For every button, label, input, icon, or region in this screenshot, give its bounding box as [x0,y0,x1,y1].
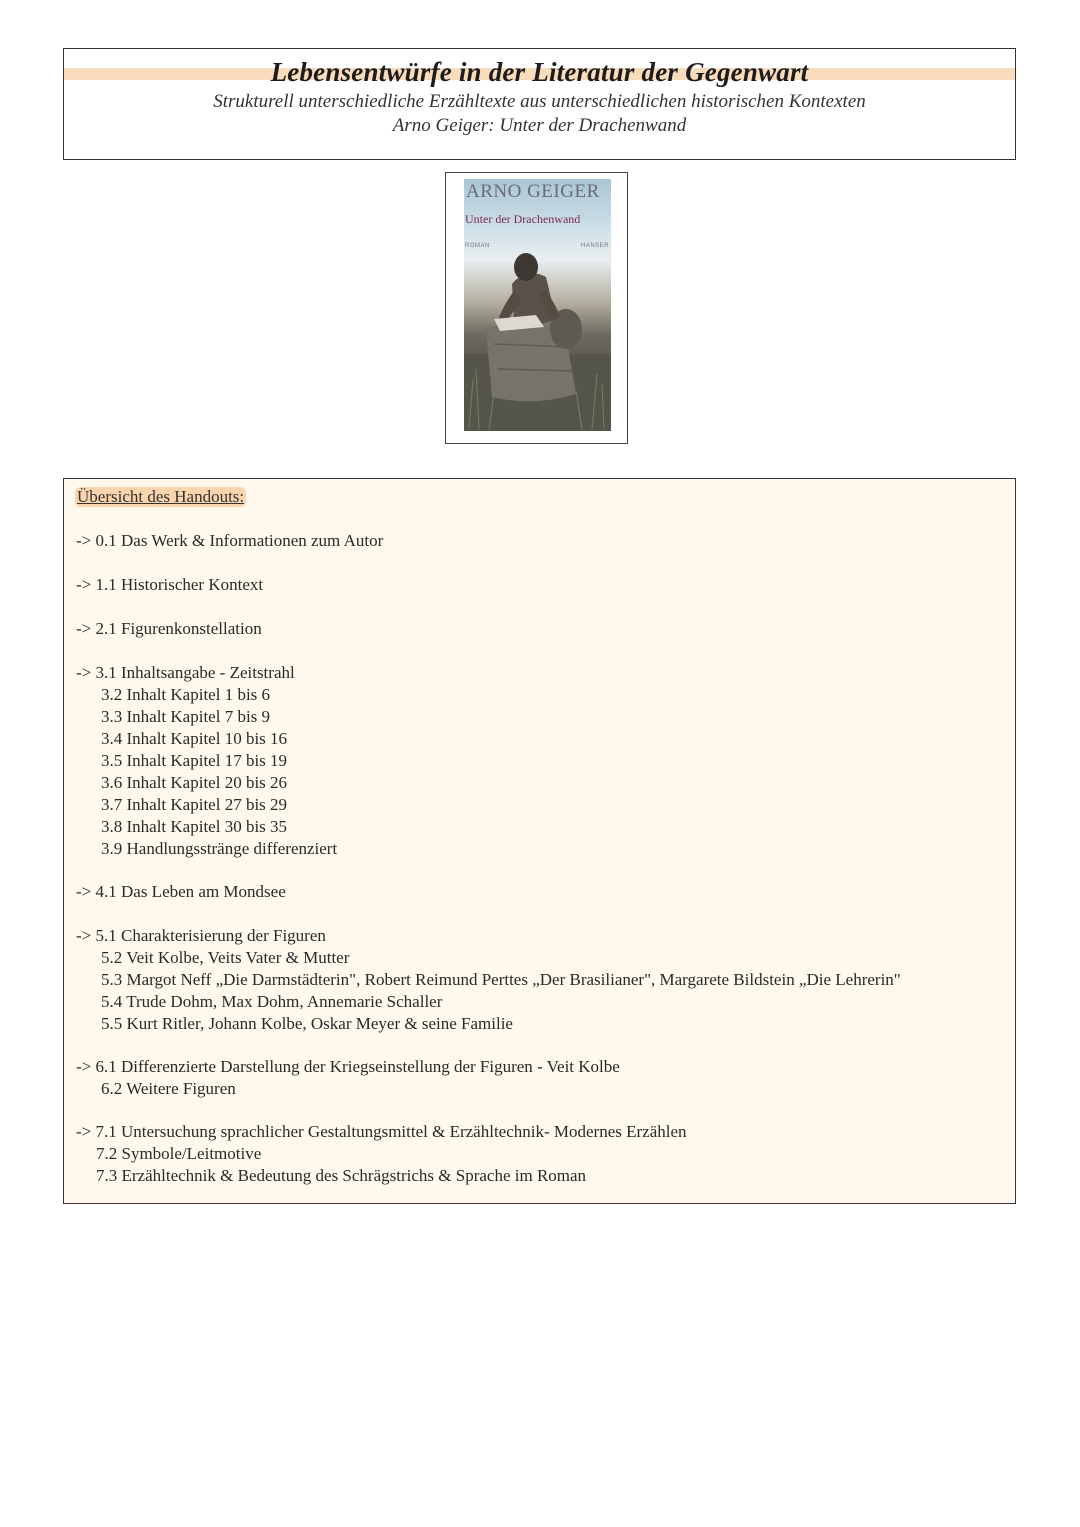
cover-title: Unter der Drachenwand [465,212,581,226]
list-item: -> 7.1 Untersuchung sprachlicher Gestaltungsmittel & Erzähltechnik- Modernes Erzählen [76,1122,687,1141]
overview-heading: Übersicht des Handouts: [77,487,245,506]
list-item: 5.5 Kurt Ritler, Johann Kolbe, Oskar Meyer & seine Familie [101,1014,513,1033]
overview-box [63,478,1016,1204]
list-item: 5.4 Trude Dohm, Max Dohm, Annemarie Schaller [101,992,443,1011]
list-item: 3.4 Inhalt Kapitel 10 bis 16 [101,729,288,748]
list-item: -> 3.1 Inhaltsangabe - Zeitstrahl [76,663,295,682]
list-item: 3.8 Inhalt Kapitel 30 bis 35 [101,817,288,836]
book-cover-image [464,179,611,431]
list-item: 3.5 Inhalt Kapitel 17 bis 19 [101,751,288,770]
list-item: -> 6.1 Differenzierte Darstellung der Kriegseinstellung der Figuren - Veit Kolbe [76,1057,620,1076]
cover-genre: ROMAN [465,243,490,249]
list-item: 3.7 Inhalt Kapitel 27 bis 29 [101,795,288,814]
list-item: 3.9 Handlungsstränge differenziert [101,839,338,858]
list-item: 5.2 Veit Kolbe, Veits Vater & Mutter [101,948,350,967]
list-item: -> 2.1 Figurenkonstellation [76,619,262,638]
cover-author: ARNO GEIGER [466,181,600,202]
header-box [63,48,1016,160]
list-item: -> 1.1 Historischer Kontext [76,575,264,594]
list-item: -> 4.1 Das Leben am Mondsee [76,882,286,901]
book-reference: Arno Geiger: Unter der Drachenwand [392,115,687,136]
list-item: 3.6 Inhalt Kapitel 20 bis 26 [101,773,288,792]
list-item: 7.2 Symbole/Leitmotive [96,1144,262,1163]
list-item: 7.3 Erzähltechnik & Bedeutung des Schrägstrichs & Sprache im Roman [96,1166,587,1185]
book-cover-frame [445,172,628,444]
list-item: 6.2 Weitere Figuren [101,1079,236,1098]
list-item: 5.3 Margot Neff „Die Darmstädterin", Robert Reimund Perttes „Der Brasilianer", Margarete Bildstein „Die Lehrerin" [101,970,901,989]
list-item: 3.3 Inhalt Kapitel 7 bis 9 [101,707,271,726]
page-title: Lebensentwürfe in der Literatur der Gegenwart [270,57,809,87]
list-item: -> 0.1 Das Werk & Informationen zum Autor [76,531,384,550]
cover-publisher: HANSER [580,243,609,249]
subtitle: Strukturell unterschiedliche Erzähltexte aus unterschiedlichen historischen Kontexten [213,91,866,112]
list-item: 3.2 Inhalt Kapitel 1 bis 6 [101,685,271,704]
list-item: -> 5.1 Charakterisierung der Figuren [76,926,326,945]
